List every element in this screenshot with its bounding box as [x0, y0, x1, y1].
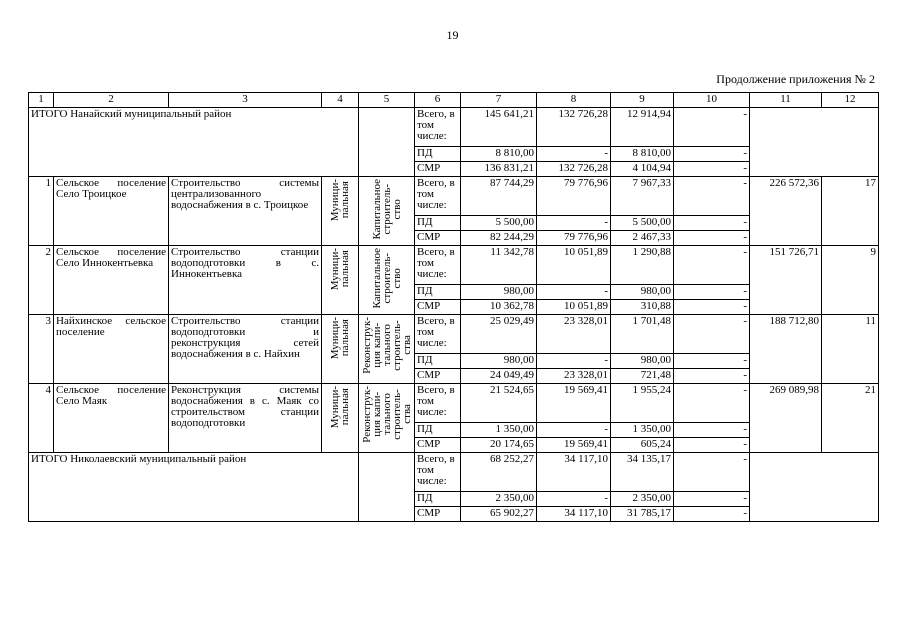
ownership-text: Муници- пальная [329, 386, 351, 429]
object-name: Реконструкция системы водоснабжения в с. Маяк со строительством станции водоподготовки [169, 384, 322, 453]
value-cell: 4 104,94 [611, 162, 674, 177]
value-cell: 310,88 [611, 300, 674, 315]
value-cell: - [674, 315, 750, 354]
value-cell: - [674, 162, 750, 177]
value-cell: - [537, 147, 611, 162]
value-cell: 12 914,94 [611, 108, 674, 147]
value-cell: 980,00 [611, 285, 674, 300]
column-header: 1 [29, 93, 54, 108]
value-cell: 980,00 [461, 285, 537, 300]
value-cell: - [537, 216, 611, 231]
count-value: 17 [822, 177, 879, 246]
column-header: 12 [822, 93, 879, 108]
cost-kind: СМР [415, 438, 461, 453]
table-row [29, 384, 879, 423]
value-cell: - [674, 300, 750, 315]
construction-type-text: Капитальное строитель- ство [370, 179, 403, 240]
item-number: 3 [29, 315, 54, 384]
construction-type-cell [359, 246, 415, 315]
value-cell: 34 117,10 [537, 453, 611, 492]
value-cell: 10 362,78 [461, 300, 537, 315]
value-cell: 980,00 [461, 354, 537, 369]
column-header: 10 [674, 93, 750, 108]
value-cell: 136 831,21 [461, 162, 537, 177]
cost-kind: СМР [415, 507, 461, 522]
object-name: Строительство станции водоподготовки и реконструкция сетей водоснабжения в с. Найхин [169, 315, 322, 384]
object-name: Строительство станции водоподготовки в с. Иннокентьевка [169, 246, 322, 315]
table-row [29, 315, 879, 354]
cost-kind: ПД [415, 423, 461, 438]
value-cell: 2 350,00 [611, 492, 674, 507]
value-cell: - [674, 216, 750, 231]
cost-kind: ПД [415, 285, 461, 300]
construction-type-text: Реконструк- ция капи- тального строитель- ства [360, 386, 413, 443]
settlement-name: Сельское поселение Село Иннокентьевка [54, 246, 169, 315]
value-cell: 65 902,27 [461, 507, 537, 522]
ownership-text: Муници- пальная [329, 317, 351, 360]
value-cell: 8 810,00 [611, 147, 674, 162]
column-header: 3 [169, 93, 322, 108]
item-number: 2 [29, 246, 54, 315]
value-cell: - [674, 423, 750, 438]
cost-kind: ПД [415, 147, 461, 162]
cost-kind: СМР [415, 231, 461, 246]
capacity-value: 188 712,80 [750, 315, 822, 384]
column-header: 4 [322, 93, 359, 108]
cost-kind: Всего, в том числе: [415, 315, 461, 354]
construction-type-text: Реконструк- ция капи- тального строитель- ства [360, 317, 413, 374]
column-header: 11 [750, 93, 822, 108]
construction-type-cell [359, 384, 415, 453]
cost-kind: Всего, в том числе: [415, 177, 461, 216]
value-cell: 5 500,00 [461, 216, 537, 231]
value-cell: 19 569,41 [537, 438, 611, 453]
construction-type-cell [359, 177, 415, 246]
capacity-value: 269 089,98 [750, 384, 822, 453]
cost-kind: Всего, в том числе: [415, 453, 461, 492]
value-cell: - [674, 354, 750, 369]
value-cell: 132 726,28 [537, 162, 611, 177]
cost-kind: ПД [415, 216, 461, 231]
value-cell: - [674, 369, 750, 384]
value-cell: - [674, 438, 750, 453]
value-cell: 1 350,00 [461, 423, 537, 438]
object-name: Строительство системы централизованного водоснабжения в с. Троицкое [169, 177, 322, 246]
ownership-cell [322, 315, 359, 384]
value-cell: 5 500,00 [611, 216, 674, 231]
table-row [29, 246, 879, 285]
item-number: 4 [29, 384, 54, 453]
construction-type-text: Капитальное строитель- ство [370, 248, 403, 309]
capacity-value: 151 726,71 [750, 246, 822, 315]
value-cell: 82 244,29 [461, 231, 537, 246]
value-cell: 1 350,00 [611, 423, 674, 438]
cost-kind: ПД [415, 354, 461, 369]
value-cell: - [537, 285, 611, 300]
table-row [29, 453, 879, 492]
value-cell: 79 776,96 [537, 231, 611, 246]
value-cell: - [674, 246, 750, 285]
value-cell: - [537, 423, 611, 438]
value-cell: 24 049,49 [461, 369, 537, 384]
cost-kind: Всего, в том числе: [415, 246, 461, 285]
value-cell: - [674, 453, 750, 492]
value-cell: 2 467,33 [611, 231, 674, 246]
cost-kind: ПД [415, 492, 461, 507]
value-cell: - [674, 285, 750, 300]
column-header: 9 [611, 93, 674, 108]
data-table [28, 92, 879, 522]
value-cell: 8 810,00 [461, 147, 537, 162]
value-cell: 1 955,24 [611, 384, 674, 423]
ownership-cell [322, 384, 359, 453]
cost-kind: Всего, в том числе: [415, 108, 461, 147]
value-cell: 25 029,49 [461, 315, 537, 354]
value-cell: 145 641,21 [461, 108, 537, 147]
ownership-text: Муници- пальная [329, 179, 351, 222]
value-cell: 23 328,01 [537, 369, 611, 384]
settlement-name: Сельское поселение Село Маяк [54, 384, 169, 453]
empty-cell [750, 453, 879, 522]
value-cell: 10 051,89 [537, 300, 611, 315]
empty-cell [750, 108, 879, 177]
value-cell: - [674, 507, 750, 522]
value-cell: 1 290,88 [611, 246, 674, 285]
value-cell: 68 252,27 [461, 453, 537, 492]
value-cell: 21 524,65 [461, 384, 537, 423]
column-header: 5 [359, 93, 415, 108]
empty-cell [359, 108, 415, 177]
value-cell: 10 051,89 [537, 246, 611, 285]
value-cell: 11 342,78 [461, 246, 537, 285]
ownership-cell [322, 246, 359, 315]
count-value: 11 [822, 315, 879, 384]
appendix-label: Продолжение приложения № 2 [716, 72, 875, 86]
construction-type-cell [359, 315, 415, 384]
value-cell: 23 328,01 [537, 315, 611, 354]
value-cell: 19 569,41 [537, 384, 611, 423]
value-cell: 7 967,33 [611, 177, 674, 216]
value-cell: - [674, 231, 750, 246]
value-cell: 132 726,28 [537, 108, 611, 147]
column-header: 6 [415, 93, 461, 108]
value-cell: 87 744,29 [461, 177, 537, 216]
empty-cell [359, 453, 415, 522]
value-cell: - [537, 492, 611, 507]
count-value: 21 [822, 384, 879, 453]
settlement-name: Сельское поселение Село Троицкое [54, 177, 169, 246]
capacity-value: 226 572,36 [750, 177, 822, 246]
column-header: 7 [461, 93, 537, 108]
value-cell: 1 701,48 [611, 315, 674, 354]
column-header: 2 [54, 93, 169, 108]
column-number-row [29, 93, 879, 108]
value-cell: 2 350,00 [461, 492, 537, 507]
item-number: 1 [29, 177, 54, 246]
value-cell: - [674, 108, 750, 147]
value-cell: 20 174,65 [461, 438, 537, 453]
value-cell: - [674, 384, 750, 423]
value-cell: - [674, 147, 750, 162]
value-cell: - [674, 177, 750, 216]
cost-kind: СМР [415, 369, 461, 384]
district-total-name: ИТОГО Николаевский муниципальный район [29, 453, 359, 522]
ownership-text: Муници- пальная [329, 248, 351, 291]
value-cell: 605,24 [611, 438, 674, 453]
value-cell: - [674, 492, 750, 507]
value-cell: 34 117,10 [537, 507, 611, 522]
page-number: 19 [446, 28, 459, 42]
value-cell: - [537, 354, 611, 369]
count-value: 9 [822, 246, 879, 315]
value-cell: 34 135,17 [611, 453, 674, 492]
table-row [29, 177, 879, 216]
value-cell: 980,00 [611, 354, 674, 369]
value-cell: 721,48 [611, 369, 674, 384]
value-cell: 31 785,17 [611, 507, 674, 522]
value-cell: 79 776,96 [537, 177, 611, 216]
cost-kind: Всего, в том числе: [415, 384, 461, 423]
district-total-name: ИТОГО Нанайский муниципальный район [29, 108, 359, 177]
cost-kind: СМР [415, 300, 461, 315]
column-header: 8 [537, 93, 611, 108]
table-row [29, 108, 879, 147]
settlement-name: Найхинское сельское поселение [54, 315, 169, 384]
cost-kind: СМР [415, 162, 461, 177]
ownership-cell [322, 177, 359, 246]
